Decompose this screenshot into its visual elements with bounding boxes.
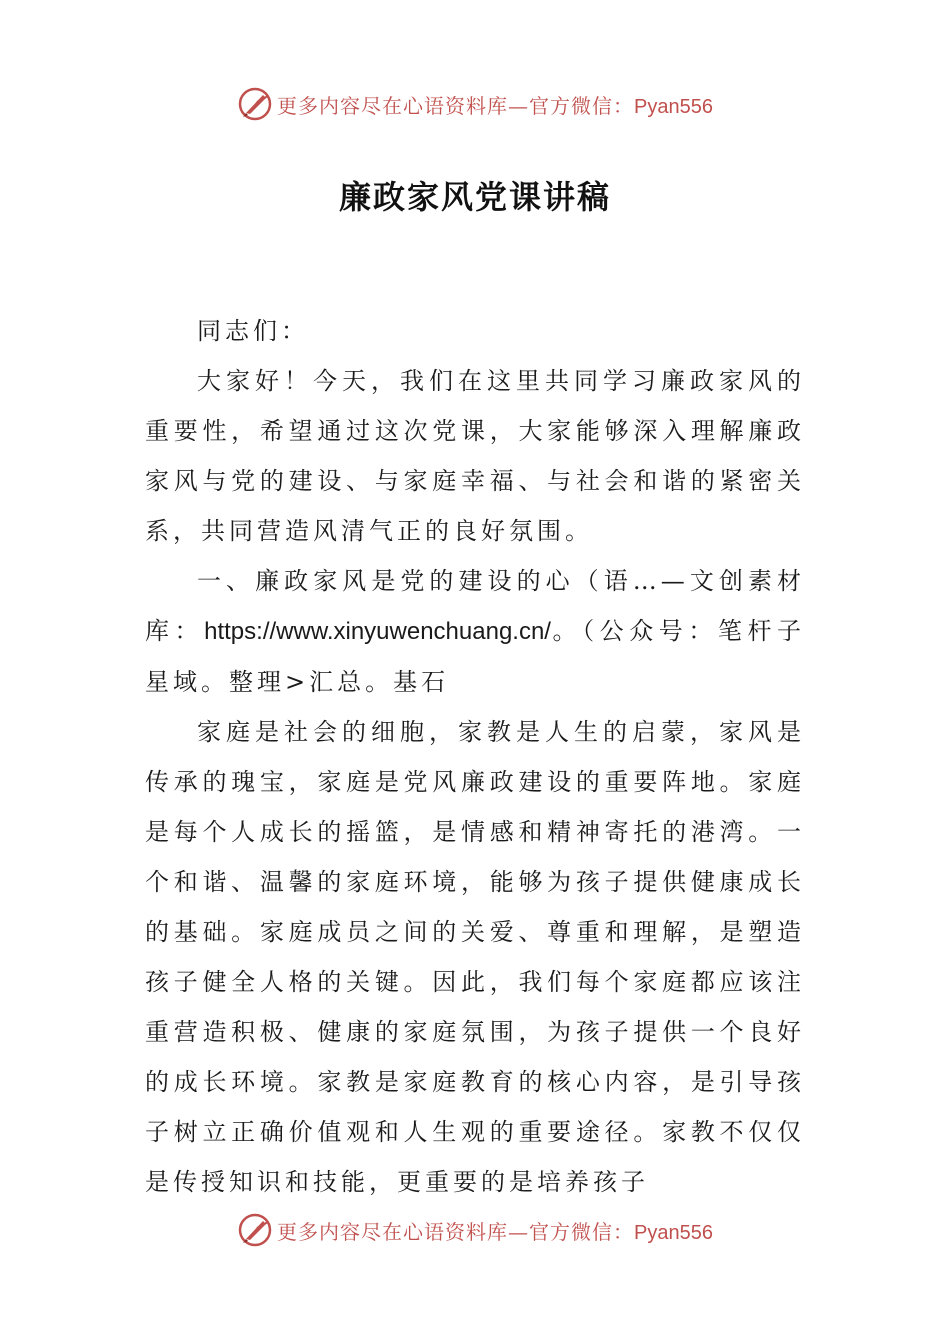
header-banner (0, 84, 950, 124)
section-heading-1: 一、廉政家风是党的建设的心（语…—文创素材库：https://www.xinyuwenchuang.cn/。（公众号：笔杆子星域。整理>汇总。基石 (145, 567, 806, 696)
paragraph-intro: 大家好！今天，我们在这里共同学习廉政家风的重要性，希望通过这次党课，大家能够深入理解廉政家风与党的建设、与家庭幸福、与社会和谐的紧密关系，共同营造风清气正的良好氛围。 (145, 367, 805, 545)
header-banner-text: 更多内容尽在心语资料库—官方微信：Pyan556 (277, 93, 713, 118)
quill-logo-icon (237, 1212, 273, 1248)
quill-logo-icon (237, 86, 273, 122)
paragraph-family: 家庭是社会的细胞，家教是人生的启蒙，家风是传承的瑰宝，家庭是党风廉政建设的重要阵地。家庭是每个人成长的摇篮，是情感和精神寄托的港湾。一个和谐、温馨的家庭环境，能够为孩子提供健康成长的基础。家庭成员之间的关爱、尊重和理解，是塑造孩子健全人格的关键。因此，我们每个家庭都应该注重营造积极、健康的家庭氛围，为孩子提供一个良好的成长环境。家教是家庭教育的核心内容，是引导孩子树立正确价值观和人生观的重要途径。家教不仅仅是传授知识和技能，更重要的是培养孩子 (145, 718, 805, 1196)
footer-banner-text: 更多内容尽在心语资料库—官方微信：Pyan556 (277, 1219, 713, 1244)
footer-banner (0, 1210, 950, 1250)
document-title: 廉政家风党课讲稿 (338, 178, 611, 216)
document-body (145, 306, 805, 1207)
footer-banner-id: Pyan556 (634, 1221, 713, 1244)
greeting: 同志们： (197, 317, 309, 345)
header-banner-id: Pyan556 (634, 95, 713, 118)
source-link[interactable]: https://www.xinyuwenchuang.cn/ (204, 618, 551, 645)
